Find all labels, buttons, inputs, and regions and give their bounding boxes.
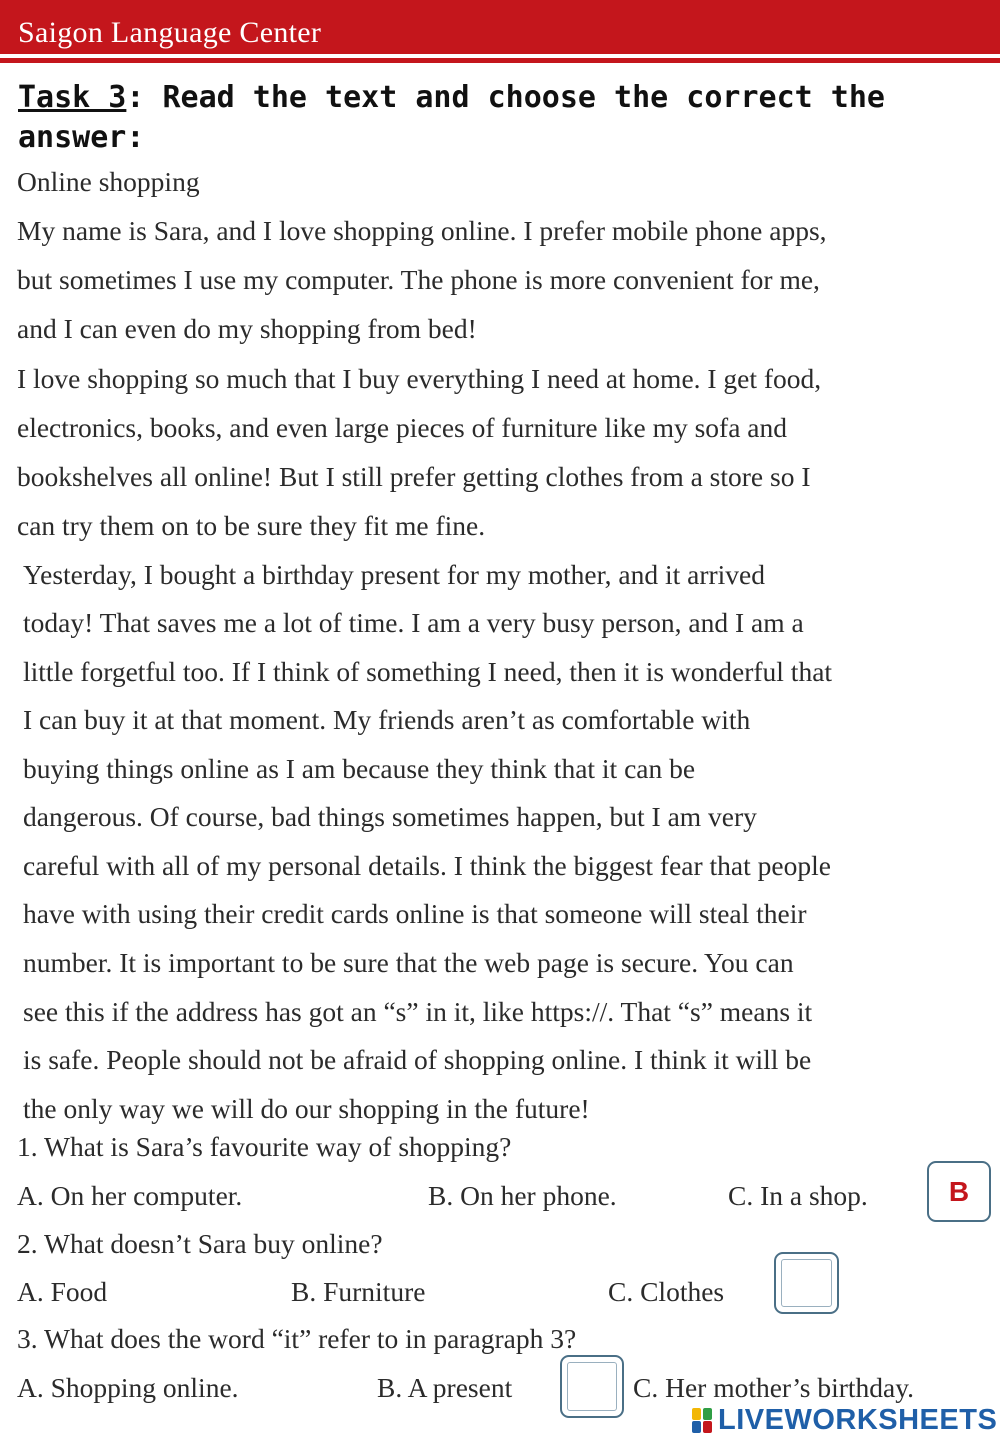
question-1-text: 1. What is Sara’s favourite way of shopping? [17,1131,512,1162]
question-2-option-a: A. Food [17,1276,108,1307]
task-label: Task 3 [18,80,127,115]
logo-text: LIVEWORKSHEETS [718,1403,998,1436]
reading-line: My name is Sara, and I love shopping online. I prefer mobile phone apps, [17,215,827,246]
reading-line: today! That saves me a lot of time. I am a very busy person, and I am a [23,607,804,638]
reading-line: little forgetful too. If I think of something I need, then it is wonderful that [23,656,833,687]
reading-line: bookshelves all online! But I still prefer getting clothes from a store so I [17,461,811,492]
reading-line: number. It is important to be sure that the web page is secure. You can [23,947,794,978]
question-1-option-b: B. On her phone. [428,1180,617,1211]
question-2-text: 2. What doesn’t Sara buy online? [17,1228,383,1259]
reading-line: I can buy it at that moment. My friends aren’t as comfortable with [23,704,751,735]
question-3-text: 3. What does the word “it” refer to in paragraph 3? [17,1323,577,1354]
reading-line: electronics, books, and even large pieces of furniture like my sofa and [17,412,787,443]
center-name: Saigon Language Center [18,16,322,49]
question-3-option-c: C. Her mother’s birthday. [633,1372,915,1403]
task-instruction: : Read the text and choose the correct the [126,80,885,115]
task-title [18,78,978,158]
reading-line: Yesterday, I bought a birthday present for my mother, and it arrived [23,559,765,590]
reading-line: I love shopping so much that I buy everything I need at home. I get food, [17,363,822,394]
question-2-option-b: B. Furniture [291,1276,426,1307]
question-3-answer-box[interactable] [560,1355,624,1418]
reading-line: the only way we will do our shopping in the future! [23,1093,590,1124]
task-instruction-line2: answer: [18,120,145,155]
reading-line: see this if the address has got an “s” in it, like https://. That “s” means it [23,996,813,1027]
reading-line: is safe. People should not be afraid of shopping online. I think it will be [23,1044,812,1075]
reading-line: and I can even do my shopping from bed! [17,313,477,344]
reading-line: careful with all of my personal details. I think the biggest fear that people [23,850,831,881]
liveworksheets-logo [692,1402,997,1438]
question-1-option-a: A. On her computer. [17,1180,243,1211]
header-rule [0,58,1000,63]
reading-line: buying things online as I am because they think that it can be [23,753,696,784]
answer-box-inner [567,1362,617,1411]
question-3-option-b: B. A present [377,1372,513,1403]
reading-title: Online shopping [17,166,200,197]
question-2-option-c: C. Clothes [608,1276,725,1307]
reading-line: can try them on to be sure they fit me fine. [17,510,486,541]
question-2-answer-box[interactable] [774,1252,839,1314]
reading-line: but sometimes I use my computer. The phone is more convenient for me, [17,264,820,295]
header-bar [0,0,1000,54]
question-1-option-c: C. In a shop. [728,1180,868,1211]
logo-blocks-icon [692,1406,714,1434]
reading-line: dangerous. Of course, bad things sometimes happen, but I am very [23,801,757,832]
reading-line: have with using their credit cards online is that someone will steal their [23,898,807,929]
question-1-answer-box[interactable]: B [927,1161,991,1222]
answer-box-inner [781,1259,832,1307]
question-3-option-a: A. Shopping online. [17,1372,239,1403]
